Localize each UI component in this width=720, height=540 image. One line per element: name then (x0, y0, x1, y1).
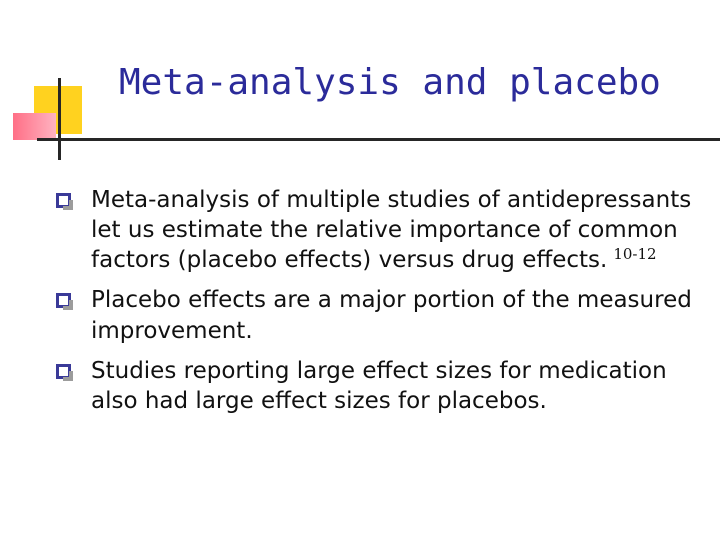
checkbox-bullet-icon (56, 193, 71, 208)
bullet-item-effect-sizes (56, 356, 696, 416)
bullet-list (56, 185, 696, 426)
checkbox-bullet-icon (56, 293, 71, 308)
logo-pink-bar (13, 113, 56, 140)
slide-title: Meta-analysis and placebo (119, 62, 661, 103)
bullet-text: Studies reporting large effect sizes for medication also had large effect sizes for placebos. (91, 357, 667, 414)
bullet-text: Placebo effects are a major portion of the measured improvement. (91, 287, 692, 344)
citation-superscript: 10-12 (613, 245, 657, 264)
bullet-item-placebo-effects (56, 285, 696, 345)
checkbox-bullet-icon (56, 364, 71, 379)
logo-vertical-line (58, 78, 61, 160)
bullet-text: Meta-analysis of multiple studies of antidepressants let us estimate the relative importance of common factors (placebo effects) versus drug effects. (91, 187, 692, 274)
bullet-item-meta-analysis (56, 185, 696, 275)
title-underline-rule (37, 138, 720, 141)
